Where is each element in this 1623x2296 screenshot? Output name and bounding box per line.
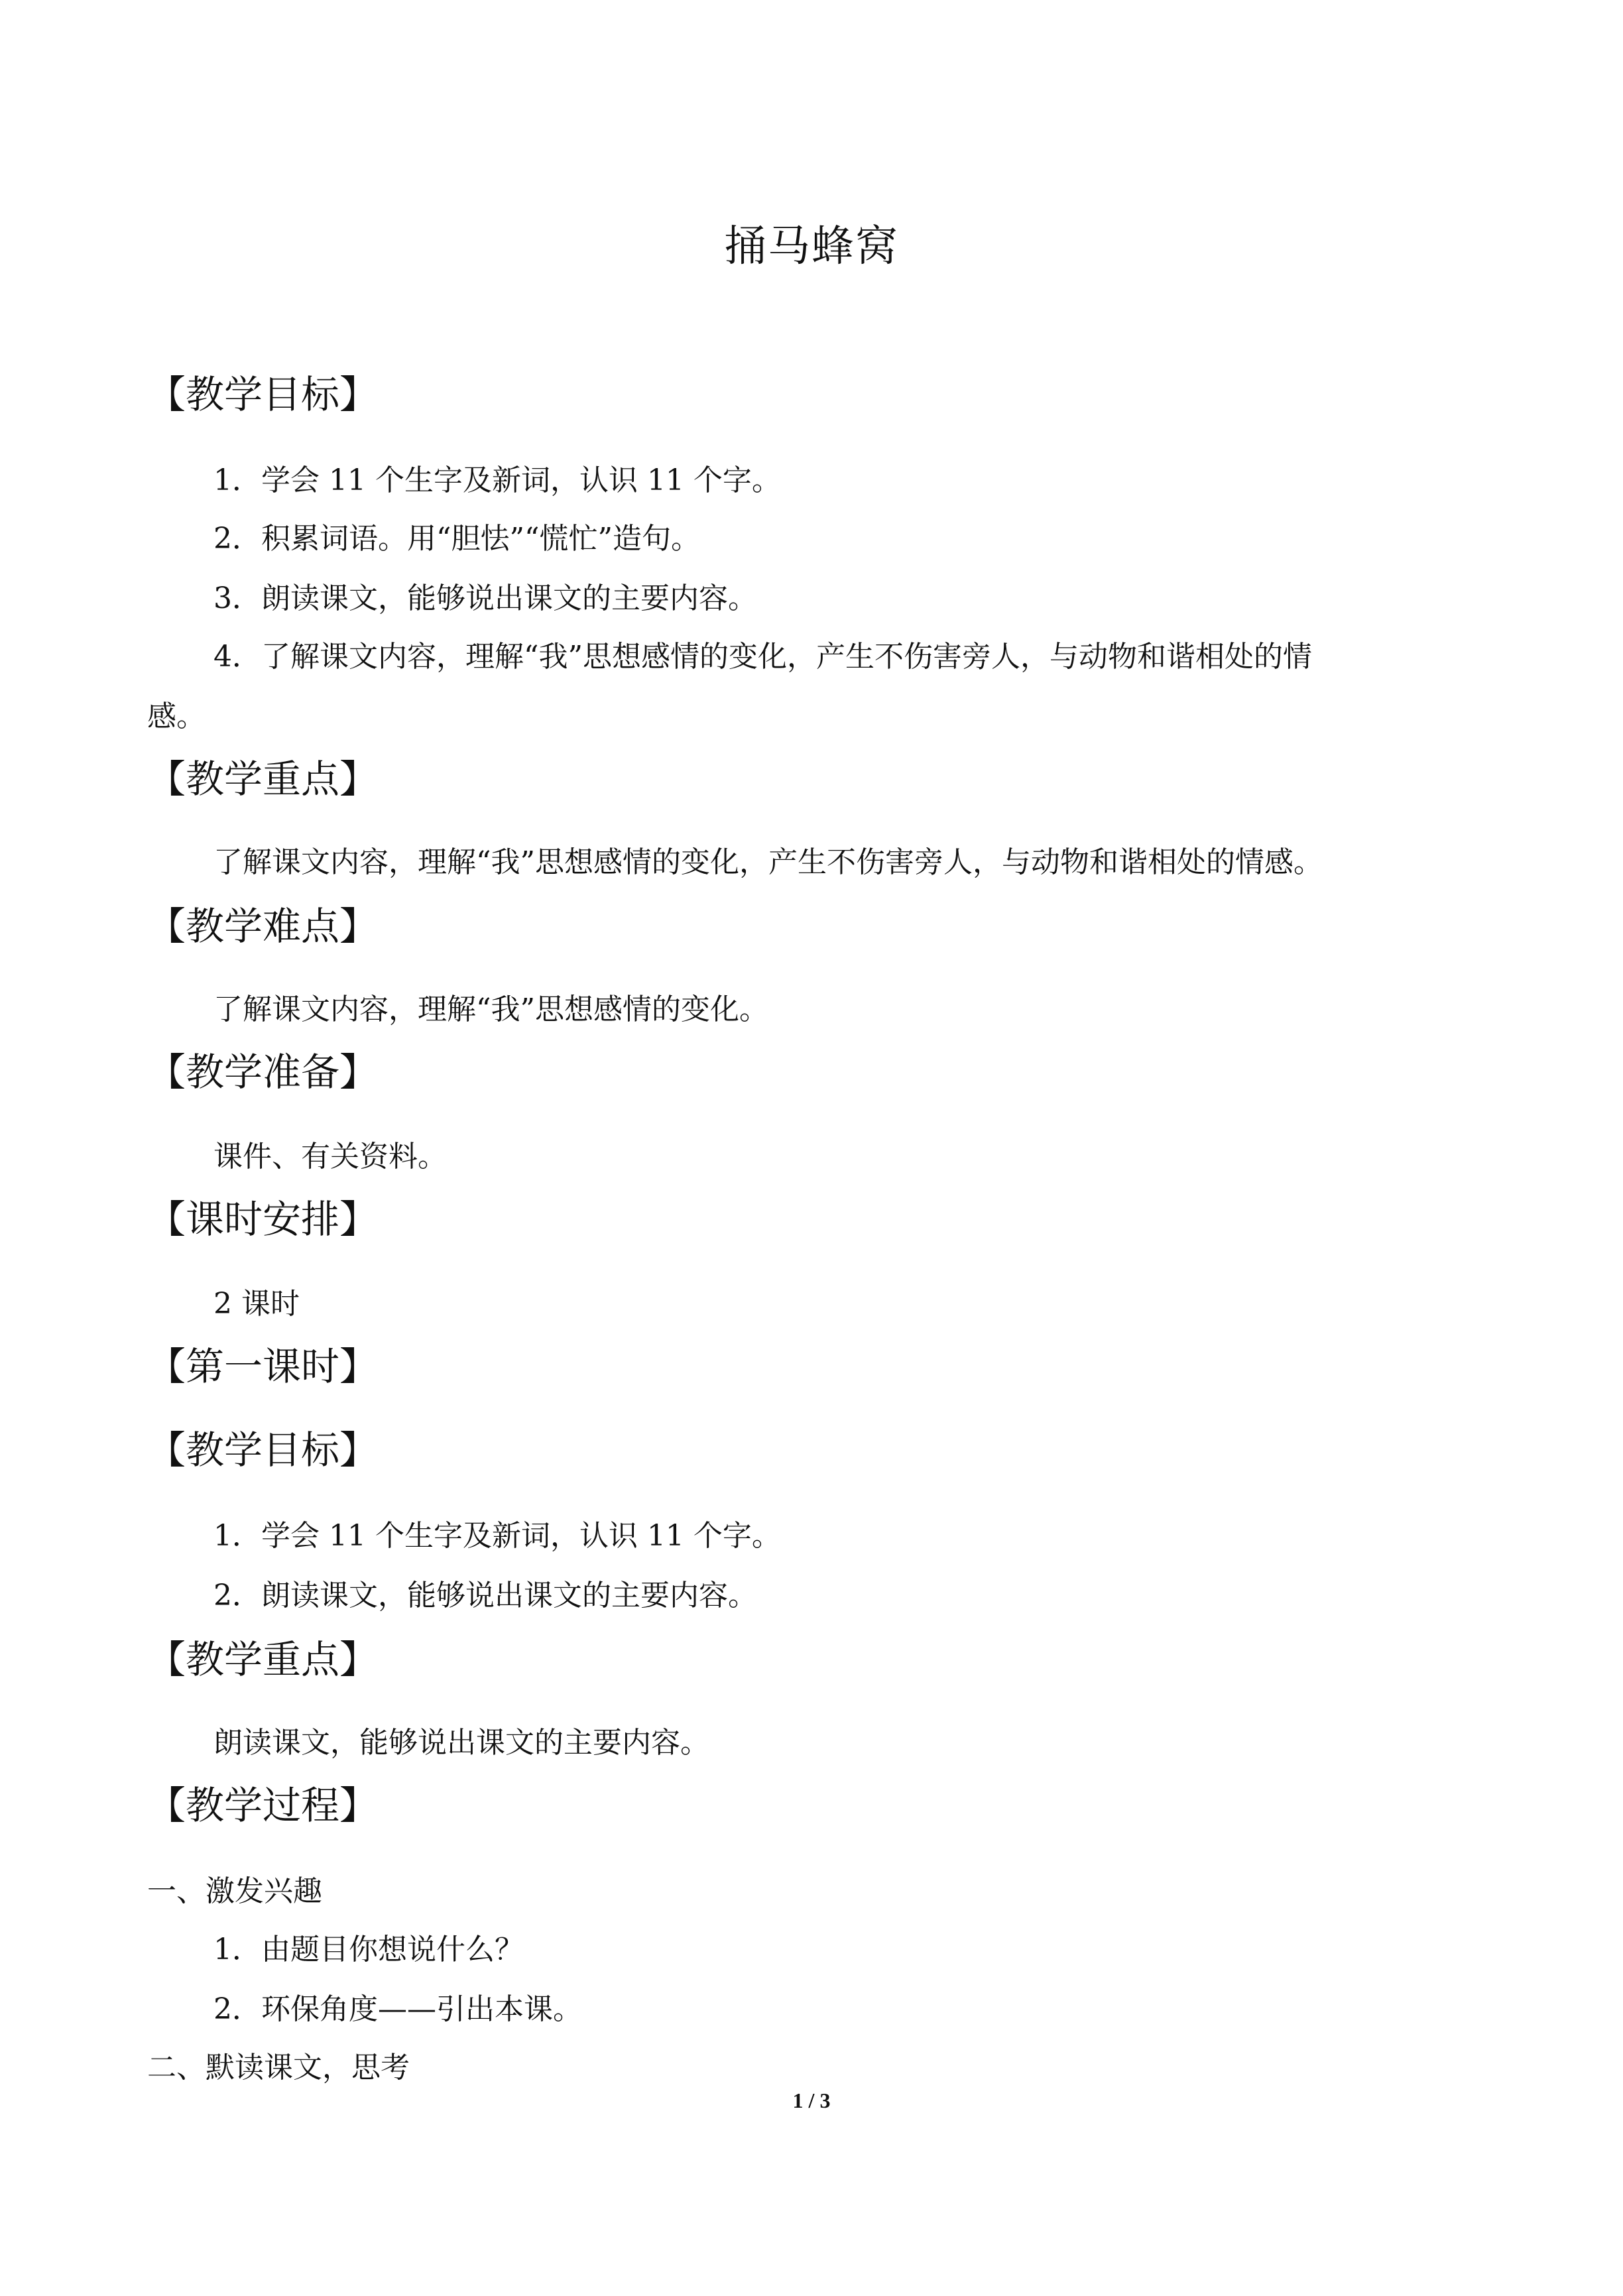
prep-text: 课件、有关资料。 — [213, 1140, 447, 1174]
goal-item-continuation: 感。 — [147, 699, 206, 733]
lesson1-goal-item: 2．朗读课文，能够说出课文的主要内容。 — [213, 1579, 757, 1612]
section-heading-process: 【教学过程】 — [147, 1783, 379, 1828]
goal-item: 4．了解课文内容，理解“我”思想感情的变化，产生不伤害旁人，与动物和谐相处的情 — [213, 640, 1312, 674]
goal-item: 2．积累词语。用“胆怯”“慌忙”造句。 — [213, 522, 700, 556]
goal-item: 1．学会 11 个生字及新词，认识 11 个字。 — [213, 463, 781, 497]
process-item: 一、激发兴趣 — [147, 1874, 322, 1908]
key-text: 了解课文内容，理解“我”思想感情的变化，产生不伤害旁人，与动物和谐相处的情感。 — [213, 845, 1323, 879]
difficult-text: 了解课文内容，理解“我”思想感情的变化。 — [213, 993, 768, 1026]
section-heading-lesson1: 【第一课时】 — [147, 1344, 379, 1389]
section-heading-prep: 【教学准备】 — [147, 1050, 379, 1095]
section-heading-difficult: 【教学难点】 — [147, 904, 379, 949]
lesson1-key-text: 朗读课文，能够说出课文的主要内容。 — [213, 1726, 709, 1760]
section-heading-lesson1-goals: 【教学目标】 — [147, 1427, 379, 1473]
document-title: 捅马蜂窝 — [724, 222, 899, 271]
lesson1-goal-item: 1．学会 11 个生字及新词，认识 11 个字。 — [213, 1519, 781, 1553]
section-heading-lesson1-key: 【教学重点】 — [147, 1637, 379, 1682]
schedule-text: 2 课时 — [213, 1287, 300, 1321]
goal-item: 3．朗读课文，能够说出课文的主要内容。 — [213, 581, 757, 615]
process-item: 2．环保角度——引出本课。 — [213, 1992, 582, 2026]
process-item: 1．由题目你想说什么？ — [213, 1933, 524, 1966]
section-heading-goals: 【教学目标】 — [147, 372, 379, 417]
section-heading-schedule: 【课时安排】 — [147, 1197, 379, 1242]
section-heading-key: 【教学重点】 — [147, 756, 379, 802]
process-item: 二、默读课文，思考 — [147, 2051, 410, 2085]
page-number: 1 / 3 — [792, 2088, 831, 2112]
